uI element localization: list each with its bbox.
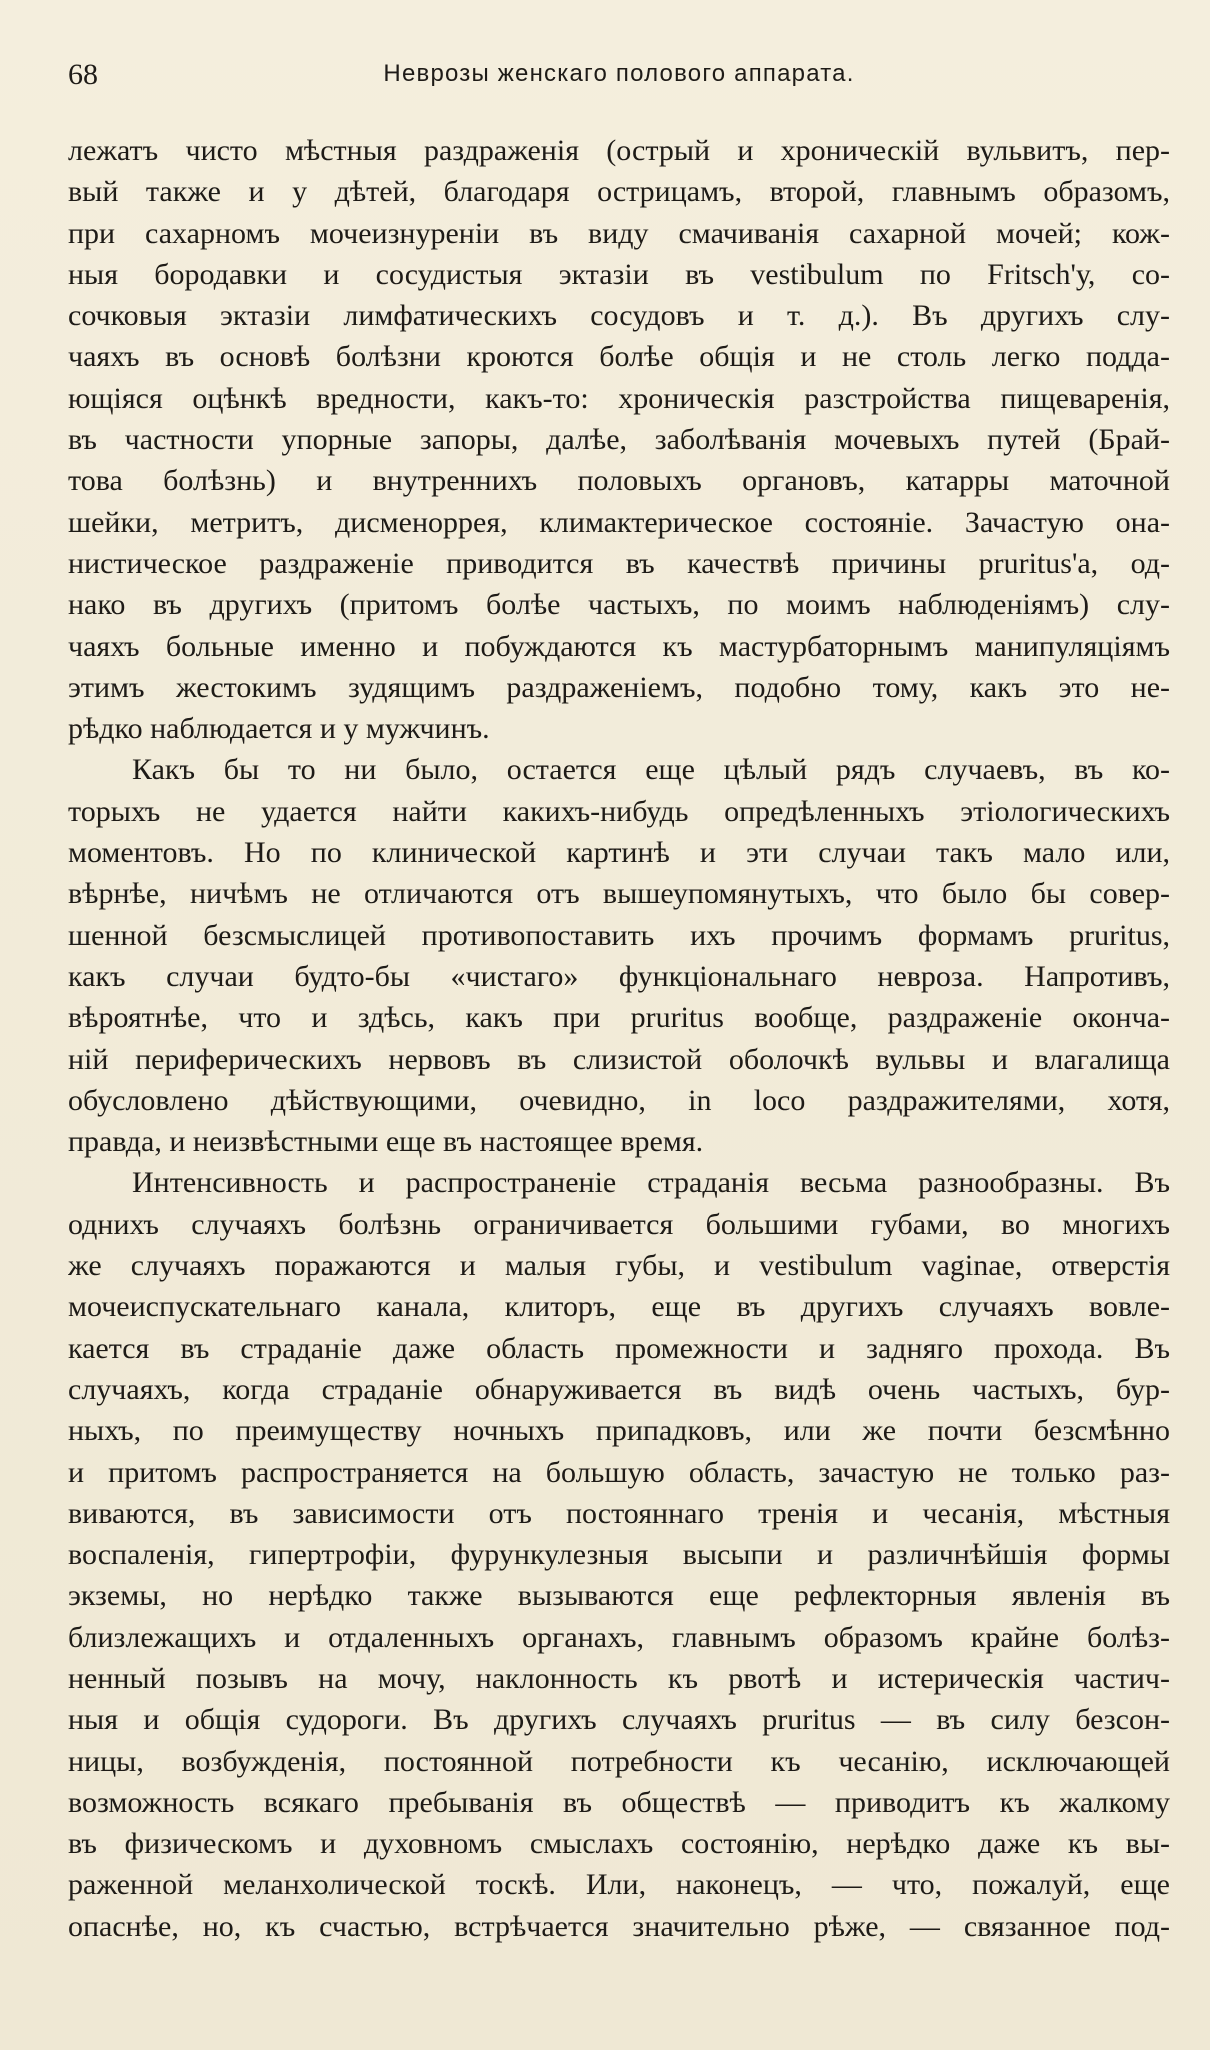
text-line: ницы, возбужденія, постоянной потребности къ чесанію, исключающей — [68, 1744, 1170, 1778]
text-line: кается въ страданіе даже область промежности и задняго прохода. Въ — [68, 1331, 1170, 1365]
text-line: шенной безсмыслицей противопоставить ихъ прочимъ формамъ pruritus, — [68, 918, 1170, 952]
text-line: случаяхъ, когда страданіе обнаруживается въ видѣ очень частыхъ, бур- — [68, 1372, 1170, 1406]
text-line: ныя и общія судороги. Въ другихъ случаяхъ pruritus — въ силу безсон- — [68, 1703, 1170, 1737]
text-line: этимъ жестокимъ зудящимъ раздраженіемъ, подобно тому, какъ это не- — [68, 670, 1170, 704]
text-line: правда, и неизвѣстными еще въ настоящее время. — [68, 1125, 704, 1159]
body-text — [68, 130, 1170, 1947]
running-title: Неврозы женскаго полового аппарата. — [383, 60, 855, 87]
text-line: при сахарномъ мочеизнуреніи въ виду смачиванія сахарной мочей; кож- — [68, 216, 1170, 250]
text-line: това болѣзнь) и внутреннихъ половыхъ органовъ, катарры маточной — [68, 464, 1170, 498]
text-line: обусловлено дѣйствующими, очевидно, in loco раздражителями, хотя, — [68, 1083, 1170, 1117]
text-line: ній периферическихъ нервовъ въ слизистой оболочкѣ вульвы и влагалища — [68, 1042, 1170, 1076]
text-line: опаснѣе, но, къ счастью, встрѣчается значительно рѣже, — связанное под- — [68, 1909, 1170, 1943]
text-line: въ физическомъ и духовномъ смыслахъ состоянію, нерѣдко даже къ вы- — [68, 1827, 1170, 1861]
text-line: однихъ случаяхъ болѣзнь ограничивается большими губами, во многихъ — [68, 1207, 1170, 1241]
text-line: вый также и у дѣтей, благодаря острицамъ, второй, главнымъ образомъ, — [68, 175, 1170, 209]
text-line: близлежащихъ и отдаленныхъ органахъ, главнымъ образомъ крайне болѣз- — [68, 1620, 1170, 1654]
page-header — [68, 58, 1170, 98]
text-line: шейки, метритъ, дисменоррея, климактерическое состояніе. Зачастую она- — [68, 505, 1170, 539]
text-line: моментовъ. Но по клинической картинѣ и эти случаи такъ мало или, — [68, 836, 1170, 870]
text-line: вѣрнѣе, ничѣмъ не отличаются отъ вышеупомянутыхъ, что было бы совер- — [68, 877, 1170, 911]
text-line: воспаленія, гипертрофіи, фурункулезныя высыпи и различнѣйшія формы — [68, 1538, 1170, 1572]
text-line: Какъ бы то ни было, остается еще цѣлый рядъ случаевъ, въ ко- — [132, 753, 1170, 787]
text-line: въ частности упорные запоры, далѣе, заболѣванія мочевыхъ путей (Брай- — [68, 423, 1170, 457]
text-line: Интенсивность и распространеніе страданія весьма разнообразны. Въ — [132, 1166, 1170, 1200]
text-line: ныя бородавки и сосудистыя эктазіи въ vestibulum по Fritsch'у, со- — [68, 257, 1170, 291]
text-line: нако въ другихъ (притомъ болѣе частыхъ, по моимъ наблюденіямъ) слу- — [68, 588, 1170, 622]
text-line: вѣроятнѣе, что и здѣсь, какъ при pruritus вообще, раздраженіе оконча- — [68, 1001, 1170, 1035]
text-line: ныхъ, по преимуществу ночныхъ припадковъ, или же почти безсмѣнно — [68, 1414, 1170, 1448]
page-number: 68 — [68, 58, 98, 91]
text-line: экземы, но нерѣдко также вызываются еще рефлекторныя явленія въ — [68, 1579, 1170, 1613]
text-line: лежатъ чисто мѣстныя раздраженія (острый и хроническій вульвитъ, пер- — [68, 134, 1170, 167]
text-line: чаяхъ больные именно и побуждаются къ мастурбаторнымъ манипуляціямъ — [68, 629, 1170, 663]
text-line: ненный позывъ на мочу, наклонность къ рвотѣ и истерическія частич- — [68, 1661, 1170, 1695]
text-line: и притомъ распространяется на большую область, зачастую не только раз- — [68, 1455, 1170, 1489]
text-line: какъ случаи будто-бы «чистаго» функціональнаго невроза. Напротивъ, — [68, 959, 1170, 993]
text-line: чаяхъ въ основѣ болѣзни кроются болѣе общія и не столь легко подда- — [68, 340, 1170, 374]
text-line: возможность всякаго пребыванія въ обществѣ — приводитъ къ жалкому — [68, 1785, 1170, 1819]
text-line: сочковыя эктазіи лимфатическихъ сосудовъ и т. д.). Въ другихъ слу- — [68, 299, 1170, 333]
text-line: торыхъ не удается найти какихъ-нибудь опредѣленныхъ этіологическихъ — [68, 794, 1170, 828]
text-line: рѣдко наблюдается и у мужчинъ. — [68, 712, 490, 746]
text-line: виваются, въ зависимости отъ постояннаго тренія и чесанія, мѣстныя — [68, 1496, 1170, 1530]
text-line: же случаяхъ поражаются и малыя губы, и vestibulum vaginae, отверстія — [68, 1249, 1170, 1283]
text-line: ющіяся оцѣнкѣ вредности, какъ-то: хроническія разстройства пищеваренія, — [68, 381, 1170, 415]
text-line: мочеиспускательнаго канала, клиторъ, еще въ другихъ случаяхъ вовле- — [68, 1290, 1170, 1324]
text-line: нистическое раздраженіе приводится въ качествѣ причины pruritus'a, од- — [68, 546, 1170, 580]
text-line: раженной меланхолической тоскѣ. Или, наконецъ, — что, пожалуй, еще — [68, 1868, 1170, 1902]
